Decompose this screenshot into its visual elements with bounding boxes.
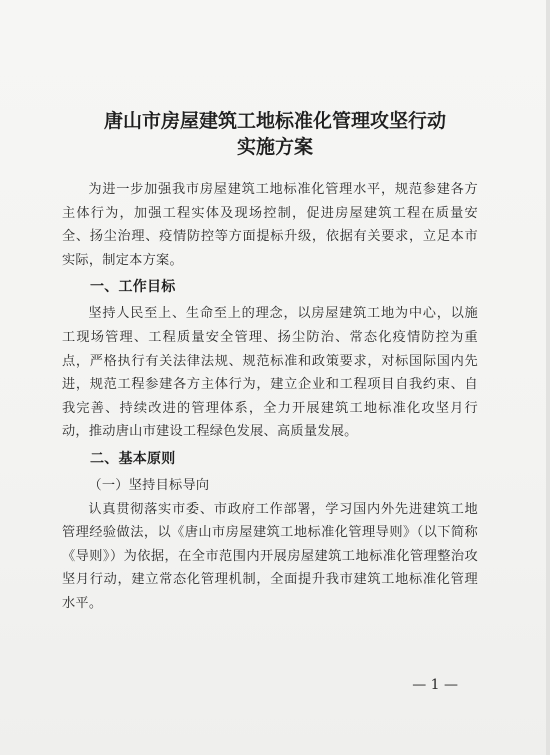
document-body (62, 178, 478, 616)
goals-paragraph: 坚持人民至上、生命至上的理念，以房屋建筑工地为中心，以施工现场管理、工程质量安全管理、扬尘防治、常态化疫情防控为重点，严格执行有关法律法规、规范标准和政策要求，对标国际国内先进，规范工程参建各方主体行为，建立企业和工程项目自我约束、自我完善、持续改进的管理体系，全力开展建筑工地标准化攻坚月行动，推动唐山市建设工程绿色发展、高质量发展。 (62, 306, 478, 440)
document-title-line1: 唐山市房屋建筑工地标准化管理攻坚行动 (103, 110, 446, 132)
goal-orientation-paragraph: 认真贯彻落实市委、市政府工作部署，学习国内外先进建筑工地管理经验做法，以《唐山市房屋建筑工地标准化管理导则》（以下简称《导则》）为依据，在全市范围内开展房屋建筑工地标准化管理整治攻坚月行动，建立常态化管理机制，全面提升我市建筑工地标准化管理水平。 (62, 501, 478, 611)
section-heading-principles: 二、基本原则 (90, 450, 176, 467)
section-heading-goals: 一、工作目标 (90, 279, 176, 296)
document-title-line2: 实施方案 (236, 136, 313, 158)
page-number: — 1 — (412, 677, 458, 693)
subsection-heading-goal-orientation: （一）坚持目标导向 (88, 477, 210, 493)
intro-paragraph: 为进一步加强我市房屋建筑工地标准化管理水平，规范参建各方主体行为，加强工程实体及现场控制，促进房屋建筑工程在质量安全、扬尘治理、疫情防控等方面提标升级，依据有关要求，立足本市实际，制定本方案。 (62, 182, 478, 268)
